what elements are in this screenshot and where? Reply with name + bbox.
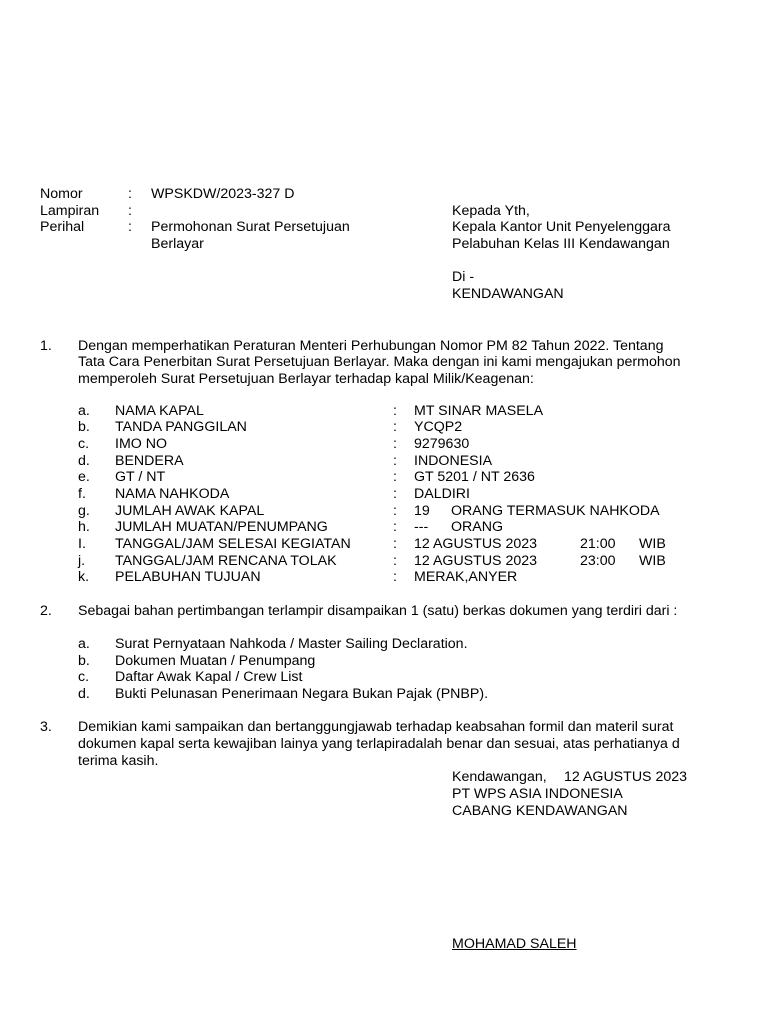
paragraph1-number: 1. [40, 338, 52, 354]
recipient-di: Di - [452, 269, 475, 285]
paragraph1-line3: memperoleh Surat Persetujuan Berlayar terhadap kapal Milik/Keagenan: [78, 371, 534, 387]
attachment-text: Dokumen Muatan / Penumpang [115, 653, 316, 669]
vessel-row-extra: ORANG TERMASUK NAHKODA [451, 503, 660, 519]
attachment-text: Daftar Awak Kapal / Crew List [115, 669, 303, 685]
vessel-row-tz: WIB [639, 553, 666, 569]
paragraph3-line2: dokumen kapal serta kewajiban lainya yang terlapiradalah benar dan sesuai, atas perhatianya d [78, 736, 680, 752]
vessel-row-value: --- [414, 519, 429, 535]
vessel-row-label: JUMLAH AWAK KAPAL [115, 503, 265, 519]
signatory-name [452, 936, 577, 953]
vessel-row-colon: : [393, 536, 397, 552]
vessel-row-letter: d. [78, 453, 90, 469]
paragraph1-line2: Tata Cara Penerbitan Surat Persetujuan Berlayar. Maka dengan ini kami mengajukan permohon [78, 354, 681, 370]
vessel-row-label: GT / NT [115, 469, 166, 485]
vessel-row-label: NAMA KAPAL [115, 403, 204, 419]
paragraph3-number: 3. [40, 719, 52, 735]
vessel-row-letter: e. [78, 469, 90, 485]
vessel-row-letter: j. [78, 553, 86, 569]
vessel-row-label: NAMA NAHKODA [115, 486, 230, 502]
vessel-row-value: MT SINAR MASELA [414, 403, 544, 419]
vessel-row-colon: : [393, 403, 397, 419]
vessel-row-colon: : [393, 569, 397, 585]
recipient-salutation: Kepada Yth, [452, 203, 530, 219]
lampiran-label: Lampiran [40, 203, 100, 219]
perihal-line2: Berlayar [151, 236, 204, 252]
vessel-row-letter: a. [78, 403, 90, 419]
vessel-row-colon: : [393, 453, 397, 469]
recipient-line2: Pelabuhan Kelas III Kendawangan [452, 236, 670, 252]
vessel-row-time: 21:00 [580, 536, 616, 552]
signatory-name-text: MOHAMAD SALEH [452, 936, 577, 952]
attachment-letter: a. [78, 636, 90, 652]
vessel-row-colon: : [393, 553, 397, 569]
attachment-letter: c. [78, 669, 90, 685]
vessel-row-colon: : [393, 519, 397, 535]
closing-company: PT WPS ASIA INDONESIA [452, 786, 623, 802]
paragraph2-line1: Sebagai bahan pertimbangan terlampir disampaikan 1 (satu) berkas dokumen yang terdiri dari : [78, 603, 678, 619]
lampiran-colon: : [128, 203, 132, 219]
vessel-row-label: PELABUHAN TUJUAN [115, 569, 261, 585]
attachment-text: Bukti Pelunasan Penerimaan Negara Bukan Pajak (PNBP). [115, 686, 489, 702]
paragraph2-number: 2. [40, 603, 52, 619]
vessel-row-letter: f. [78, 486, 86, 502]
nomor-colon: : [128, 186, 132, 202]
attachment-letter: b. [78, 653, 90, 669]
vessel-row-value: 12 AGUSTUS 2023 [414, 553, 538, 569]
vessel-row-time: 23:00 [580, 553, 616, 569]
paragraph3-line1: Demikian kami sampaikan dan bertanggungjawab terhadap keabsahan formil dan materil surat [78, 719, 674, 735]
vessel-row-colon: : [393, 419, 397, 435]
perihal-label: Perihal [40, 219, 85, 235]
vessel-row-label: TANGGAL/JAM SELESAI KEGIATAN [115, 536, 351, 552]
vessel-row-label: JUMLAH MUATAN/PENUMPANG [115, 519, 328, 535]
vessel-row-value: 9279630 [414, 436, 470, 452]
vessel-row-tz: WIB [639, 536, 666, 552]
vessel-row-colon: : [393, 503, 397, 519]
vessel-row-value: 12 AGUSTUS 2023 [414, 536, 538, 552]
vessel-row-value: 19 [414, 503, 430, 519]
closing-date: 12 AGUSTUS 2023 [564, 769, 688, 785]
vessel-row-value: INDONESIA [414, 453, 493, 469]
perihal-colon: : [128, 219, 132, 235]
perihal-line1: Permohonan Surat Persetujuan [151, 219, 350, 235]
nomor-label: Nomor [40, 186, 83, 202]
paragraph3-line3: terima kasih. [78, 753, 159, 769]
vessel-row-letter: k. [78, 569, 90, 585]
vessel-row-letter: c. [78, 436, 90, 452]
vessel-row-colon: : [393, 469, 397, 485]
vessel-row-colon: : [393, 486, 397, 502]
vessel-row-letter: b. [78, 419, 90, 435]
vessel-row-value: DALDIRI [414, 486, 470, 502]
vessel-row-letter: g. [78, 503, 90, 519]
closing-place: Kendawangan, [452, 769, 547, 785]
closing-branch: CABANG KENDAWANGAN [452, 803, 628, 819]
vessel-row-extra: ORANG [451, 519, 504, 535]
vessel-row-label: BENDERA [115, 453, 184, 469]
paragraph1-line1: Dengan memperhatikan Peraturan Menteri Perhubungan Nomor PM 82 Tahun 2022. Tentang [78, 338, 664, 354]
recipient-line1: Kepala Kantor Unit Penyelenggara [452, 219, 671, 235]
vessel-row-colon: : [393, 436, 397, 452]
attachment-text: Surat Pernyataan Nahkoda / Master Sailing Declaration. [115, 636, 468, 652]
vessel-row-value: MERAK,ANYER [414, 569, 518, 585]
vessel-row-label: TANGGAL/JAM RENCANA TOLAK [115, 553, 337, 569]
vessel-row-letter: h. [78, 519, 90, 535]
recipient-city: KENDAWANGAN [452, 286, 564, 302]
attachment-letter: d. [78, 686, 90, 702]
vessel-row-label: IMO NO [115, 436, 168, 452]
vessel-row-value: GT 5201 / NT 2636 [414, 469, 535, 485]
vessel-row-value: YCQP2 [414, 419, 463, 435]
nomor-value: WPSKDW/2023-327 D [151, 186, 295, 202]
vessel-row-letter: I. [78, 536, 86, 552]
vessel-row-label: TANDA PANGGILAN [115, 419, 247, 435]
